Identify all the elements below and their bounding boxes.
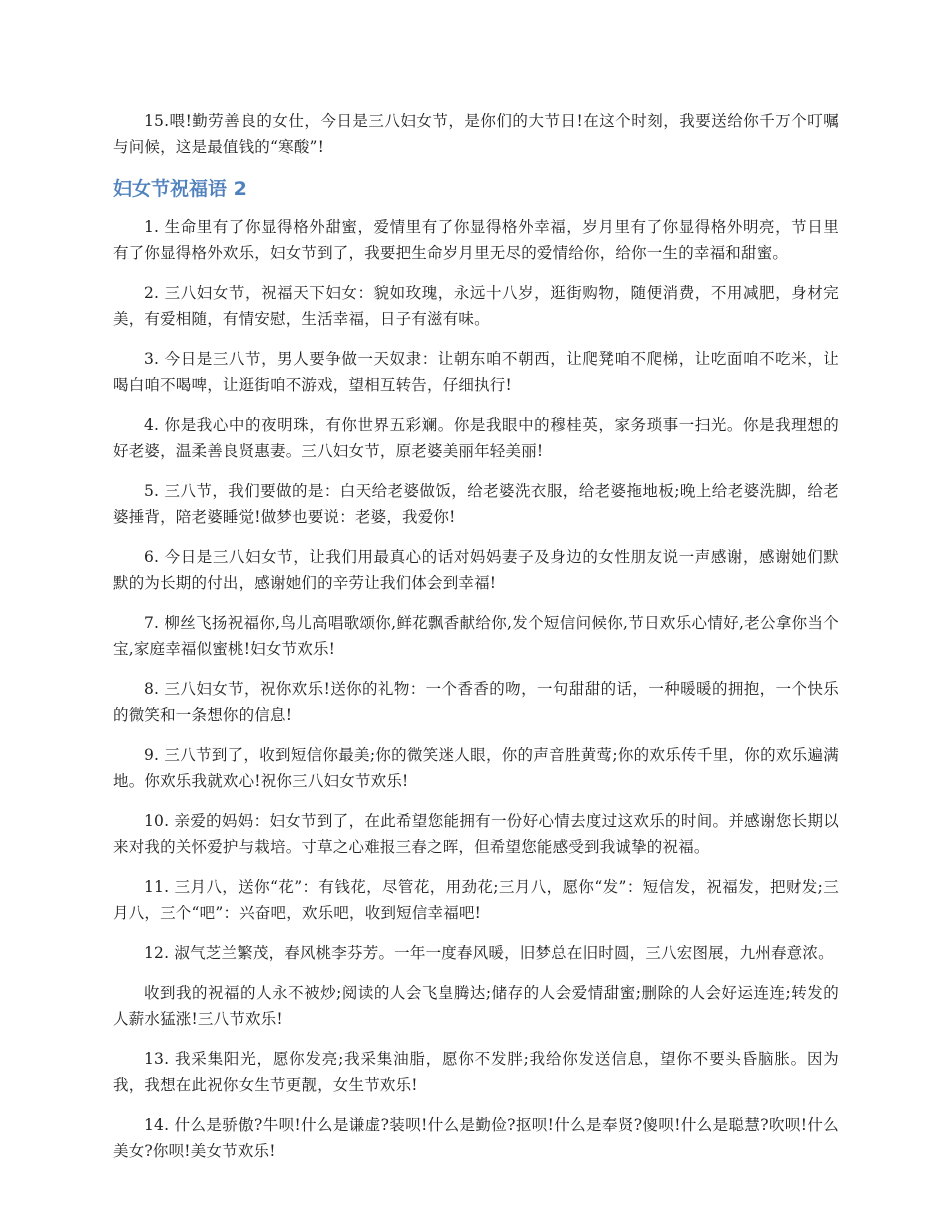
wish-paragraph-1: 1. 生命里有了你显得格外甜蜜，爱情里有了你显得格外幸福，岁月里有了你显得格外明亮，节日里有了你显得格外欢乐，妇女节到了，我要把生命岁月里无尽的爱情给你，给你一生的幸福和甜蜜。 bbox=[113, 218, 839, 262]
wish-paragraph-4: 4. 你是我心中的夜明珠，有你世界五彩斓。你是我眼中的穆桂英，家务琐事一扫光。你是我理想的好老婆，温柔善良贤惠妻。三八妇女节，原老婆美丽年轻美丽! bbox=[113, 416, 839, 460]
document-page bbox=[113, 108, 839, 1178]
wish-paragraph-6: 6. 今日是三八妇女节，让我们用最真心的话对妈妈妻子及身边的女性朋友说一声感谢，感谢她们默默的为长期的付出，感谢她们的辛劳让我们体会到幸福! bbox=[113, 548, 839, 592]
intro-paragraph: 15.喂!勤劳善良的女仕，今日是三八妇女节，是你们的大节日!在这个时刻，我要送给你千万个叮嘱与问候，这是最值钱的“寒酸”! bbox=[113, 112, 839, 156]
wish-paragraph-13: 13. 我采集阳光，愿你发亮;我采集油脂，愿你不发胖;我给你发送信息，望你不要头昏脑胀。因为我，我想在此祝你女生节更靓，女生节欢乐! bbox=[113, 1050, 839, 1094]
wish-paragraph-unnumbered: 收到我的祝福的人永不被炒;阅读的人会飞皇腾达;储存的人会爱情甜蜜;删除的人会好运连连;转发的人薪水猛涨!三八节欢乐! bbox=[113, 984, 839, 1028]
wish-paragraph-7: 7. 柳丝飞扬祝福你,鸟儿高唱歌颂你,鲜花飘香献给你,发个短信问候你,节日欢乐心情好,老公拿你当个宝,家庭幸福似蜜桃!妇女节欢乐! bbox=[113, 614, 839, 658]
wish-paragraph-10: 10. 亲爱的妈妈：妇女节到了，在此希望您能拥有一份好心情去度过这欢乐的时间。并感谢您长期以来对我的关怀爱护与栽培。寸草之心难报三春之晖，但希望您能感受到我诚挚的祝福。 bbox=[113, 812, 839, 856]
wish-paragraph-8: 8. 三八妇女节，祝你欢乐!送你的礼物：一个香香的吻，一句甜甜的话，一种暖暖的拥抱，一个快乐的微笑和一条想你的信息! bbox=[113, 680, 839, 724]
wish-paragraph-2: 2. 三八妇女节，祝福天下妇女：貌如玫瑰，永远十八岁，逛街购物，随便消费，不用减肥，身材完美，有爱相随，有情安慰，生活幸福，日子有滋有味。 bbox=[113, 284, 839, 328]
wish-paragraph-12: 12. 淑气芝兰繁茂，春风桃李芬芳。一年一度春风暖，旧梦总在旧时圆，三八宏图展，九州春意浓。 bbox=[144, 944, 834, 962]
wish-paragraph-11: 11. 三月八，送你“花”：有钱花，尽管花，用劲花;三月八，愿你“发”：短信发，祝福发，把财发;三月八，三个“吧”：兴奋吧，欢乐吧，收到短信幸福吧! bbox=[113, 878, 839, 922]
wish-paragraph-14: 14. 什么是骄傲?牛呗!什么是谦虚?装呗!什么是勤俭?抠呗!什么是奉贤?傻呗!什么是聪慧?吹呗!什么美女?你呗!美女节欢乐! bbox=[113, 1116, 839, 1160]
wish-paragraph-3: 3. 今日是三八节，男人要争做一天奴隶：让朝东咱不朝西，让爬凳咱不爬梯，让吃面咱不吃米，让喝白咱不喝啤，让逛街咱不游戏，望相互转告，仔细执行! bbox=[113, 350, 839, 394]
wish-paragraph-5: 5. 三八节，我们要做的是：白天给老婆做饭，给老婆洗衣服，给老婆拖地板;晚上给老婆洗脚，给老婆捶背，陪老婆睡觉!做梦也要说：老婆，我爱你! bbox=[113, 482, 839, 526]
wish-paragraph-9: 9. 三八节到了，收到短信你最美;你的微笑迷人眼，你的声音胜黄莺;你的欢乐传千里，你的欢乐遍满地。你欢乐我就欢心!祝你三八妇女节欢乐! bbox=[113, 746, 839, 790]
section-heading: 妇女节祝福语 2 bbox=[113, 178, 247, 200]
